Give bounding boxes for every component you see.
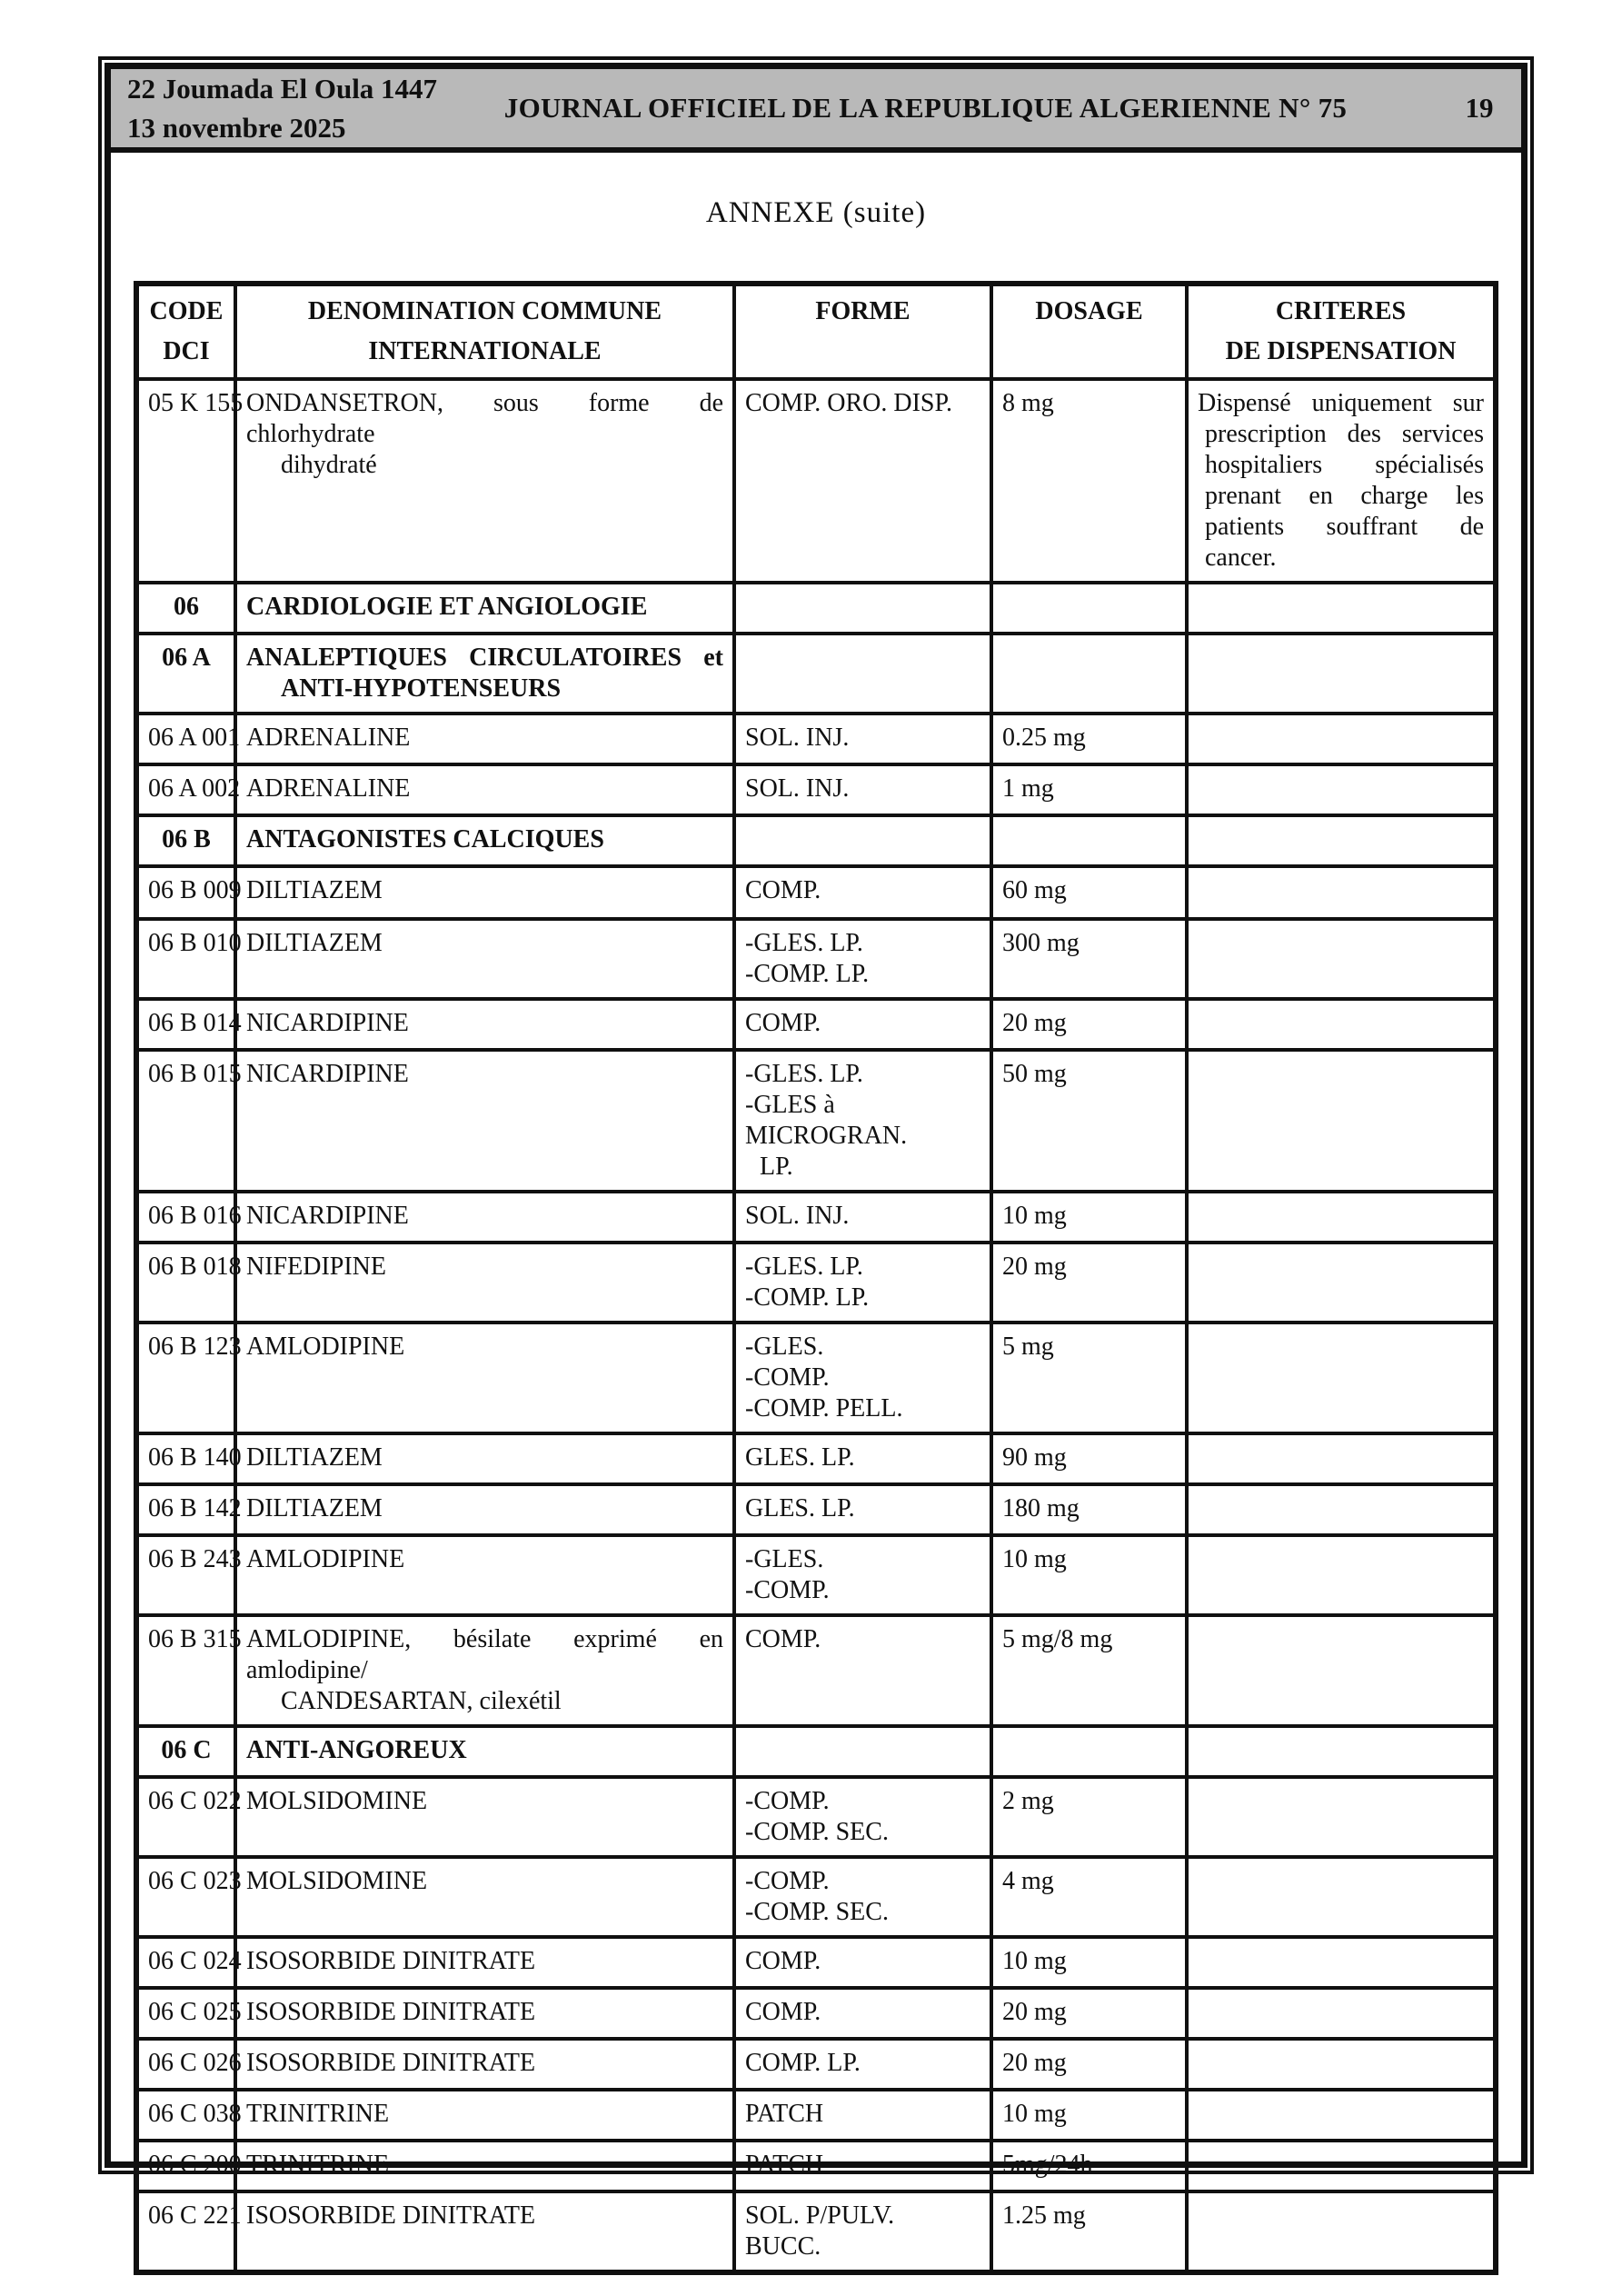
table-row xyxy=(136,1777,1496,1857)
denomination-line: DILTIAZEM xyxy=(246,929,383,957)
forme-cell xyxy=(734,1433,991,1484)
masthead-dates xyxy=(111,69,438,147)
denomination-cell xyxy=(235,1535,734,1615)
code-cell: 06 B 243 xyxy=(136,1535,235,1615)
denomination-line: ADRENALINE xyxy=(246,724,411,752)
table-row xyxy=(136,1050,1496,1192)
table-row xyxy=(136,1243,1496,1323)
code-cell: 06 C 024 xyxy=(136,1937,235,1988)
column-header-denomination: DENOMINATION COMMUNE INTERNATIONALE xyxy=(235,284,734,379)
dosage-cell: 60 mg xyxy=(991,866,1187,919)
criteres-cell xyxy=(1187,2090,1496,2141)
denomination-cell xyxy=(235,1243,734,1323)
denomination-cell xyxy=(235,919,734,999)
denomination-line: ANTAGONISTES CALCIQUES xyxy=(246,825,604,854)
code-cell: 06 B 009 xyxy=(136,866,235,919)
denomination-line: NIFEDIPINE xyxy=(246,1253,386,1281)
code-cell: 06 xyxy=(136,583,235,634)
criteres-cell xyxy=(1187,919,1496,999)
denomination-line: ADRENALINE xyxy=(246,774,411,803)
forme-line: -GLES. xyxy=(745,1545,824,1573)
denomination-line: dihydraté xyxy=(281,451,377,479)
criteres-cell xyxy=(1187,2191,1496,2272)
table-body xyxy=(136,379,1496,2272)
forme-cell xyxy=(734,2141,991,2191)
criteres-cell xyxy=(1187,634,1496,714)
forme-line: -COMP. PELL. xyxy=(745,1394,903,1423)
forme-line: -GLES. LP. xyxy=(745,929,863,957)
criteres-cell xyxy=(1187,1050,1496,1192)
criteres-cell xyxy=(1187,1937,1496,1988)
code-cell: 06 C 023 xyxy=(136,1857,235,1937)
forme-line: -GLES. xyxy=(745,1333,824,1361)
denomination-cell xyxy=(235,1433,734,1484)
forme-line: GLES. LP. xyxy=(745,1443,855,1472)
criteres-cell xyxy=(1187,379,1496,583)
annexe-title: ANNEXE (suite) xyxy=(705,196,927,229)
denomination-line: DILTIAZEM xyxy=(246,876,383,904)
forme-cell xyxy=(734,583,991,634)
forme-line: -COMP. SEC. xyxy=(745,1898,889,1926)
forme-line: -COMP. SEC. xyxy=(745,1818,889,1846)
denomination-line: ISOSORBIDE DINITRATE xyxy=(246,1998,536,2026)
table-row xyxy=(136,1323,1496,1433)
denomination-line: TRINITRINE xyxy=(246,2100,390,2128)
table-header xyxy=(136,284,1496,379)
denomination-line: CANDESARTAN, cilexétil xyxy=(281,1687,562,1715)
section-row xyxy=(136,815,1496,866)
forme-line: COMP. xyxy=(745,1998,821,2026)
dosage-cell: 90 mg xyxy=(991,1433,1187,1484)
criteres-cell xyxy=(1187,2039,1496,2090)
forme-cell xyxy=(734,1777,991,1857)
forme-cell xyxy=(734,866,991,919)
masthead xyxy=(111,69,1521,153)
forme-line: COMP. xyxy=(745,1947,821,1975)
forme-cell xyxy=(734,1323,991,1433)
denomination-line: NICARDIPINE xyxy=(246,1060,409,1088)
forme-cell xyxy=(734,1726,991,1777)
denomination-cell xyxy=(235,583,734,634)
dosage-cell: 20 mg xyxy=(991,1243,1187,1323)
forme-line: -GLES. LP. xyxy=(745,1253,863,1281)
denomination-line: AMLODIPINE xyxy=(246,1545,405,1573)
forme-line: PATCH xyxy=(745,2151,824,2179)
denomination-line: CARDIOLOGIE ET ANGIOLOGIE xyxy=(246,593,648,621)
code-cell: 06 C 026 xyxy=(136,2039,235,2090)
forme-line: SOL. INJ. xyxy=(745,724,850,752)
denomination-cell xyxy=(235,1857,734,1937)
table-row xyxy=(136,999,1496,1050)
criteres-cell xyxy=(1187,1535,1496,1615)
criteres-cell xyxy=(1187,1323,1496,1433)
forme-cell xyxy=(734,919,991,999)
table-row xyxy=(136,2191,1496,2272)
code-cell: 06 C xyxy=(136,1726,235,1777)
dosage-cell: 8 mg xyxy=(991,379,1187,583)
forme-cell xyxy=(734,1484,991,1535)
denomination-cell xyxy=(235,1937,734,1988)
forme-line: -COMP. xyxy=(745,1576,830,1604)
section-row xyxy=(136,634,1496,714)
criteres-cell xyxy=(1187,583,1496,634)
table-row xyxy=(136,379,1496,583)
dosage-cell: 5mg/24h xyxy=(991,2141,1187,2191)
table-row xyxy=(136,1535,1496,1615)
code-cell: 06 A 001 xyxy=(136,714,235,764)
forme-line: -GLES. LP. xyxy=(745,1060,863,1088)
denomination-line: NICARDIPINE xyxy=(246,1202,409,1230)
denomination-cell xyxy=(235,1192,734,1243)
denomination-cell xyxy=(235,815,734,866)
criteres-cell xyxy=(1187,866,1496,919)
denomination-cell xyxy=(235,999,734,1050)
code-cell: 06 B 014 xyxy=(136,999,235,1050)
table-row xyxy=(136,2090,1496,2141)
forme-line: BUCC. xyxy=(745,2232,821,2261)
code-cell: 06 B 016 xyxy=(136,1192,235,1243)
criteres-cell xyxy=(1187,1777,1496,1857)
forme-line: COMP. xyxy=(745,1625,821,1653)
denomination-cell xyxy=(235,2141,734,2191)
forme-line: COMP. LP. xyxy=(745,2049,861,2077)
criteres-cell xyxy=(1187,2141,1496,2191)
criteres-cell xyxy=(1187,1433,1496,1484)
denomination-cell xyxy=(235,2191,734,2272)
forme-line: -COMP. xyxy=(745,1867,830,1895)
denomination-cell xyxy=(235,1050,734,1192)
dosage-cell: 10 mg xyxy=(991,2090,1187,2141)
denomination-line: AMLODIPINE, bésilate exprimé en amlodipine/ xyxy=(246,1625,723,1684)
forme-line: LP. xyxy=(760,1153,793,1181)
criteres-cell xyxy=(1187,1726,1496,1777)
dosage-cell xyxy=(991,1726,1187,1777)
dosage-cell: 10 mg xyxy=(991,1535,1187,1615)
denomination-cell xyxy=(235,1777,734,1857)
forme-line: SOL. INJ. xyxy=(745,1202,850,1230)
forme-cell xyxy=(734,1937,991,1988)
denomination-line: ONDANSETRON, sous forme de chlorhydrate xyxy=(246,389,723,448)
journal-title: JOURNAL OFFICIEL DE LA REPUBLIQUE ALGERIENNE N° 75 xyxy=(503,92,1348,124)
table-row xyxy=(136,919,1496,999)
dosage-cell: 4 mg xyxy=(991,1857,1187,1937)
gregorian-date: 13 novembre 2025 xyxy=(127,112,346,144)
denomination-cell xyxy=(235,2039,734,2090)
forme-cell xyxy=(734,2191,991,2272)
dosage-cell: 5 mg xyxy=(991,1323,1187,1433)
denomination-cell xyxy=(235,1484,734,1535)
dosage-cell: 300 mg xyxy=(991,919,1187,999)
denomination-line: ISOSORBIDE DINITRATE xyxy=(246,1947,536,1975)
forme-cell xyxy=(734,714,991,764)
denomination-line: ANTI-ANGOREUX xyxy=(246,1736,467,1764)
table-row xyxy=(136,1937,1496,1988)
denomination-cell xyxy=(235,866,734,919)
forme-cell xyxy=(734,379,991,583)
criteres-cell xyxy=(1187,1988,1496,2039)
denomination-line: ANALEPTIQUES CIRCULATOIRES et xyxy=(246,644,723,672)
code-cell: 06 C 025 xyxy=(136,1988,235,2039)
code-cell: 06 C 221 xyxy=(136,2191,235,2272)
table-row xyxy=(136,1988,1496,2039)
criteres-cell xyxy=(1187,764,1496,815)
page-number: 19 xyxy=(1465,92,1494,124)
dosage-cell xyxy=(991,815,1187,866)
forme-line: COMP. ORO. DISP. xyxy=(745,389,952,417)
dosage-cell: 20 mg xyxy=(991,2039,1187,2090)
code-cell: 06 B 140 xyxy=(136,1433,235,1484)
dosage-cell: 0.25 mg xyxy=(991,714,1187,764)
denomination-cell xyxy=(235,764,734,815)
dosage-cell: 20 mg xyxy=(991,1988,1187,2039)
denomination-line: ISOSORBIDE DINITRATE xyxy=(246,2049,536,2077)
denomination-line: MOLSIDOMINE xyxy=(246,1787,428,1815)
denomination-line: AMLODIPINE xyxy=(246,1333,405,1361)
forme-line: COMP. xyxy=(745,876,821,904)
code-cell: 06 B 142 xyxy=(136,1484,235,1535)
denomination-cell xyxy=(235,2090,734,2141)
page-frame xyxy=(98,56,1534,2261)
criteres-cell xyxy=(1187,1857,1496,1937)
criteres-cell xyxy=(1187,999,1496,1050)
criteres-cell xyxy=(1187,1615,1496,1726)
forme-line: -COMP. xyxy=(745,1363,830,1392)
table-row xyxy=(136,764,1496,815)
forme-cell xyxy=(734,1192,991,1243)
dosage-cell: 180 mg xyxy=(991,1484,1187,1535)
code-cell: 06 B 123 xyxy=(136,1323,235,1433)
code-cell: 06 B 018 xyxy=(136,1243,235,1323)
table-row xyxy=(136,714,1496,764)
column-header-dosage: DOSAGE xyxy=(991,284,1187,379)
forme-cell xyxy=(734,2039,991,2090)
forme-line: GLES. LP. xyxy=(745,1494,855,1522)
table-row xyxy=(136,1857,1496,1937)
forme-cell xyxy=(734,764,991,815)
dosage-cell: 10 mg xyxy=(991,1937,1187,1988)
denomination-line: TRINITRINE xyxy=(246,2151,390,2179)
forme-cell xyxy=(734,815,991,866)
code-cell: 06 C 038 xyxy=(136,2090,235,2141)
dosage-cell: 1.25 mg xyxy=(991,2191,1187,2272)
denomination-cell xyxy=(235,1615,734,1726)
dosage-cell: 20 mg xyxy=(991,999,1187,1050)
criteres-cell xyxy=(1187,1192,1496,1243)
code-cell: 06 C 022 xyxy=(136,1777,235,1857)
forme-line: SOL. INJ. xyxy=(745,774,850,803)
criteres-text: Dispensé uniquement sur prescription des services hospitaliers spécialisés prenant en charge les patients souffrant de cancer. xyxy=(1198,389,1484,572)
dosage-cell xyxy=(991,634,1187,714)
criteres-cell xyxy=(1187,1484,1496,1535)
forme-line: -COMP. LP. xyxy=(745,1283,870,1312)
code-cell: 06 B 015 xyxy=(136,1050,235,1192)
forme-line: -GLES à MICROGRAN. xyxy=(745,1091,908,1150)
table-row xyxy=(136,1615,1496,1726)
criteres-cell xyxy=(1187,1243,1496,1323)
forme-cell xyxy=(734,2090,991,2141)
section-row xyxy=(136,583,1496,634)
forme-line: COMP. xyxy=(745,1009,821,1037)
table-row xyxy=(136,1433,1496,1484)
forme-cell xyxy=(734,1988,991,2039)
code-cell: 06 B 315 xyxy=(136,1615,235,1726)
dosage-cell: 10 mg xyxy=(991,1192,1187,1243)
code-cell: 05 K 155 xyxy=(136,379,235,583)
denomination-line: NICARDIPINE xyxy=(246,1009,409,1037)
code-cell: 06 B 010 xyxy=(136,919,235,999)
criteres-cell xyxy=(1187,714,1496,764)
denomination-cell xyxy=(235,379,734,583)
forme-line: SOL. P/PULV. xyxy=(745,2201,895,2230)
denomination-cell xyxy=(235,634,734,714)
drug-dispensation-table xyxy=(134,281,1498,2275)
table-row xyxy=(136,1192,1496,1243)
forme-line: PATCH xyxy=(745,2100,824,2128)
forme-cell xyxy=(734,1857,991,1937)
forme-cell xyxy=(734,1050,991,1192)
dosage-cell: 50 mg xyxy=(991,1050,1187,1192)
denomination-line: DILTIAZEM xyxy=(246,1494,383,1522)
table-row xyxy=(136,2141,1496,2191)
forme-line: -COMP. LP. xyxy=(745,960,870,988)
dosage-cell: 5 mg/8 mg xyxy=(991,1615,1187,1726)
dosage-cell: 2 mg xyxy=(991,1777,1187,1857)
column-header-criteres: CRITERES DE DISPENSATION xyxy=(1187,284,1496,379)
denomination-line: MOLSIDOMINE xyxy=(246,1867,428,1895)
denomination-cell xyxy=(235,1988,734,2039)
forme-line: -COMP. xyxy=(745,1787,830,1815)
table-row xyxy=(136,1484,1496,1535)
column-header-code: CODE DCI xyxy=(136,284,235,379)
section-row xyxy=(136,1726,1496,1777)
denomination-line: ISOSORBIDE DINITRATE xyxy=(246,2201,536,2230)
forme-cell xyxy=(734,999,991,1050)
page-frame-inner xyxy=(104,63,1527,2261)
column-header-forme: FORME xyxy=(734,284,991,379)
table-row xyxy=(136,2039,1496,2090)
denomination-cell xyxy=(235,1323,734,1433)
denomination-cell xyxy=(235,714,734,764)
code-cell: 06 A 002 xyxy=(136,764,235,815)
denomination-line: ANTI-HYPOTENSEURS xyxy=(281,674,562,703)
denomination-line: DILTIAZEM xyxy=(246,1443,383,1472)
forme-cell xyxy=(734,634,991,714)
table-row xyxy=(136,866,1496,919)
hijri-date: 22 Joumada El Oula 1447 xyxy=(127,73,438,105)
forme-cell xyxy=(734,1243,991,1323)
code-cell: 06 A xyxy=(136,634,235,714)
dosage-cell xyxy=(991,583,1187,634)
dosage-cell: 1 mg xyxy=(991,764,1187,815)
forme-cell xyxy=(734,1535,991,1615)
denomination-cell xyxy=(235,1726,734,1777)
forme-cell xyxy=(734,1615,991,1726)
criteres-cell xyxy=(1187,815,1496,866)
code-cell: 06 B xyxy=(136,815,235,866)
code-cell: 06 C 200 xyxy=(136,2141,235,2191)
